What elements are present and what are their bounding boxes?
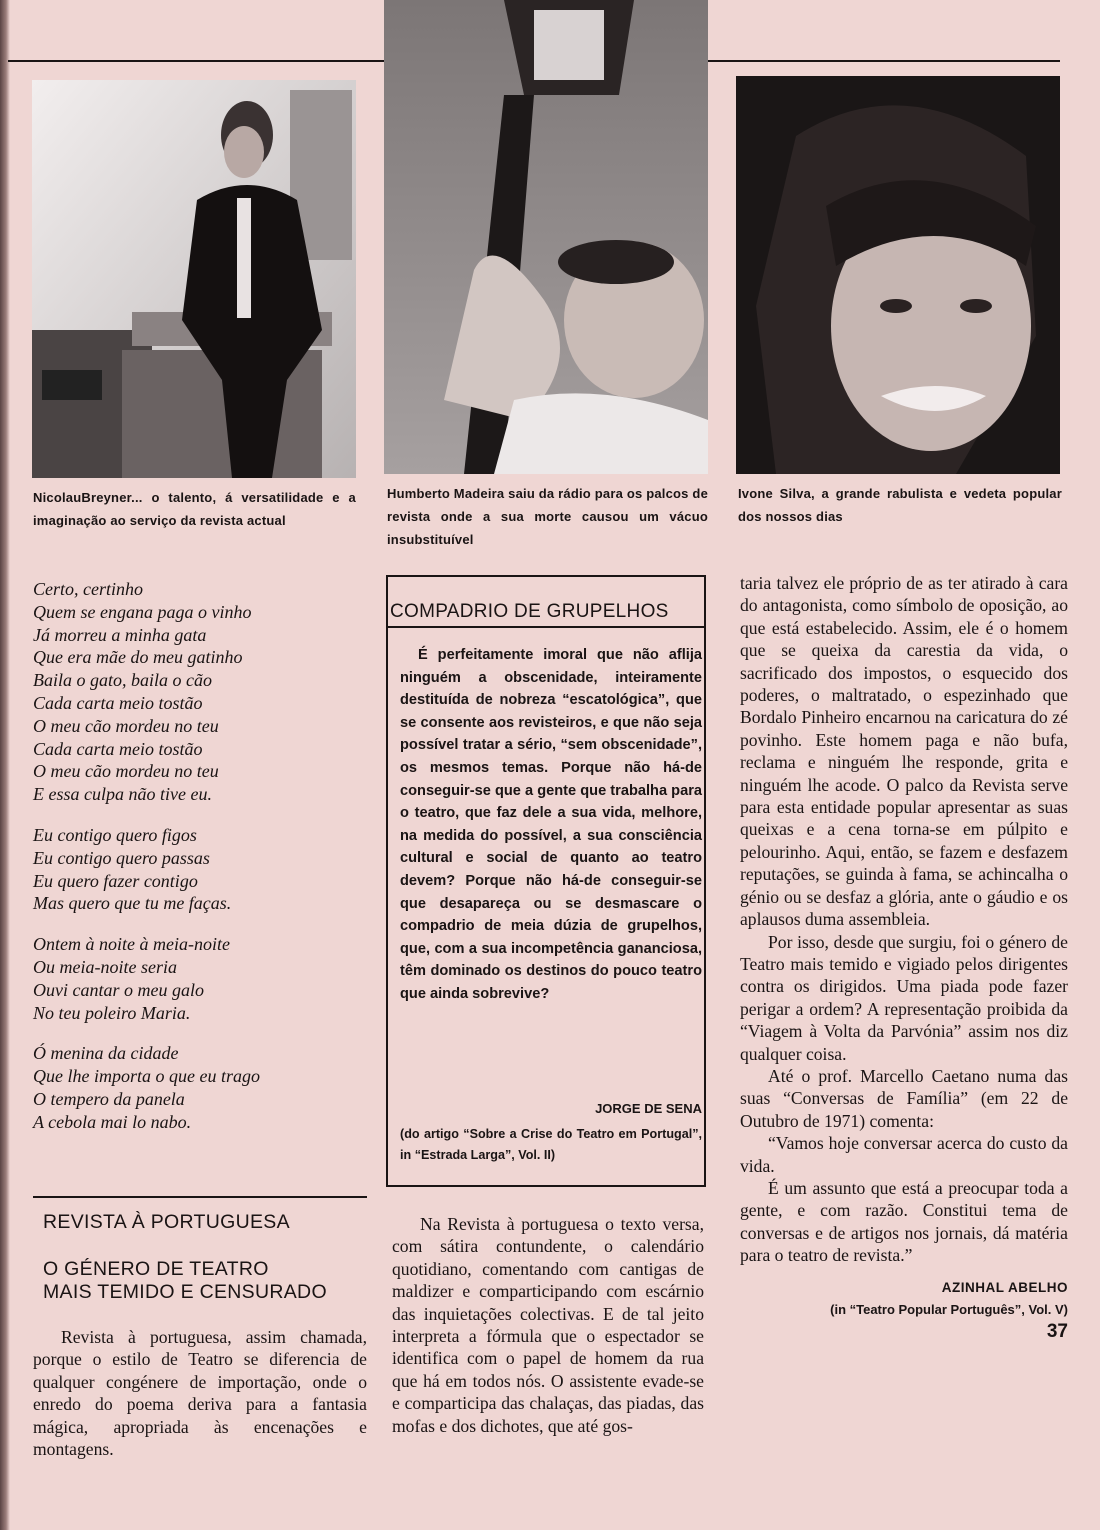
right-paragraph: É um assunto que está a preocupar toda a gente, e com razão. Constitui tema de conversas e de artigos nos jornais, dá matéria para o teatro de revista.” — [740, 1177, 1068, 1266]
poem-stanza — [33, 1042, 363, 1133]
section-rule — [33, 1196, 367, 1198]
poem-line: Eu contigo quero figos — [33, 824, 197, 845]
poem-line: O meu cão mordeu no teu — [33, 715, 219, 736]
section-subheading-line: O GÉNERO DE TEATRO — [43, 1258, 269, 1280]
caption-ivone-silva: Ivone Silva, a grande rabulista e vedeta popular dos nossos dias — [738, 486, 1062, 524]
middle-paragraph: Na Revista à portuguesa o texto versa, com sátira contundente, o calendário quotidiano, comentando com cantigas de maldizer e comparticipando com escárnio das inquietações colectivas. E de tal jeito interpreta a fórmula que o espectador se identifica com o papel de homem da rua que há em todos nós. O assistente evade-se e comparticipa das chalaças, das piadas, das mofas e dos dichotes, que até gos- — [392, 1214, 704, 1436]
right-column-text — [740, 572, 1068, 1347]
quote-box-paragraph: É perfeitamente imoral que não aflija ninguém a obscenidade, inteiramente destituída de nobreza “escatológica”, que se consente aos revisteiros, e que não seja possível tratar a sério, “sem obscenidade”, os mesmos temas. Porque não há-de conseguir-se que a gente que trabalha para o teatro, que faz dele a sua vida, melhore, na medida do possível, a sua consciência cultural e social de quanto ao teatro devem? Porque não há-de conseguir-se que desapareça ou se desmascare o compadrio de meia dúzia de grupelhos, que, com a sua incompetência gananciosa, têm dominado os destinos do pouco teatro que ainda sobrevive? — [400, 647, 702, 1002]
quote-box-text — [400, 644, 702, 1006]
poem-line: Cada carta meio tostão — [33, 692, 203, 713]
poem-line: A cebola mai lo nabo. — [33, 1111, 192, 1132]
poem-line: No teu poleiro Maria. — [33, 1002, 191, 1023]
right-paragraph: Por isso, desde que surgiu, foi o género de Teatro mais temido e vigiado pelos dirigentes contra os dirigidos. Uma piada pode fazer perigar a ordem? A representação proibida da “Viagem à Volta da Parvónia” assim nos diz qualquer coisa. — [740, 931, 1068, 1064]
poem-line: O meu cão mordeu no teu — [33, 761, 219, 782]
right-paragraph: taria talvez ele próprio de as ter atirado à cara do antagonista, como símbolo de oposição, ao que está estabelecido. Assim, ele é o homem que se queixa da carestia da vida, o sacrificado dos impostos, o esquecido dos poderes, o maltratado, o espezinhado que Bordalo Pinheiro encarnou na caricatura do zé povinho. Este homem paga e não bufa, reclama e ninguém lhe responde, grita e ninguém lhe acode. O palco da Revista serve para esta entidade popular apresentar as suas queixas e a cena torna-se em púlpito e pelourinho. Aqui, então, se fazem e desfazem reputações, se guinda à fama, se achincalha o génio ou se desfaz a glória, ante o gáudio e os aplausos duma assembleia. — [740, 573, 1068, 930]
caption-humberto-madeira: Humberto Madeira saiu da rádio para os palcos de revista onde a sua morte causou um vácuo insubstituível — [387, 486, 708, 547]
section-heading: REVISTA À PORTUGUESA — [43, 1211, 290, 1233]
intro-paragraph: Revista à portuguesa, assim chamada, porque o estilo de Teatro se diferencia de qualquer congénere de importação, onde o enredo do poema deriva para a fantasia mágica, apropriada às encenações e montagens. — [33, 1327, 367, 1460]
photo-ivone-silva — [736, 76, 1060, 474]
poem-line: Mas quero que tu me faças. — [33, 893, 232, 914]
page-spine — [0, 0, 10, 1530]
poem-line: Ou meia-noite seria — [33, 956, 177, 977]
poem-line: E essa culpa não tive eu. — [33, 784, 212, 805]
poem-line: Certo, certinho — [33, 579, 143, 599]
middle-column-text — [392, 1213, 704, 1437]
quote-box-title: COMPADRIO DE GRUPELHOS — [390, 601, 669, 622]
poem-line: Eu contigo quero passas — [33, 847, 210, 868]
poem-line: Baila o gato, baila o cão — [33, 670, 212, 691]
article-author: AZINHAL ABELHO — [941, 1279, 1068, 1295]
poem-line: Quem se engana paga o vinho — [33, 601, 252, 622]
caption-nicolau-breyner: NicolauBreyner... o talento, á versatilidade e a imaginação ao serviço da revista actual — [33, 490, 356, 528]
poem-stanza — [33, 578, 363, 806]
poem-line: Que era mãe do meu gatinho — [33, 647, 243, 668]
poem-line: Ouvi cantar o meu galo — [33, 979, 204, 1000]
poem-line: Que lhe importa o que eu trago — [33, 1066, 260, 1087]
photo-humberto-madeira — [384, 0, 708, 474]
poem-line: O tempero da panela — [33, 1088, 185, 1109]
photo-nicolau-breyner — [32, 80, 356, 478]
poem — [33, 578, 363, 1152]
poem-line: Ó menina da cidade — [33, 1043, 179, 1064]
page-number: 37 — [1046, 1320, 1068, 1342]
quote-box-author: JORGE DE SENA — [595, 1101, 702, 1116]
top-rule-right — [706, 60, 1060, 62]
poem-stanza — [33, 824, 363, 915]
section-intro — [33, 1326, 367, 1460]
quote-box-title-rule — [386, 626, 706, 628]
article-source: (in “Teatro Popular Português”, Vol. V) — [830, 1301, 1068, 1317]
right-paragraph: Até o prof. Marcello Caetano numa das suas “Conversas de Família” (em 22 de Outubro de 1971) comenta: — [740, 1065, 1068, 1131]
poem-line: Eu quero fazer contigo — [33, 870, 198, 891]
quote-box-source: (do artigo “Sobre a Crise do Teatro em Portugal”, in “Estrada Larga”, Vol. II) — [400, 1127, 702, 1162]
right-paragraph: “Vamos hoje conversar acerca do custo da vida. — [740, 1133, 1068, 1176]
poem-line: Já morreu a minha gata — [33, 624, 207, 645]
poem-stanza — [33, 933, 363, 1024]
poem-line: Ontem à noite à meia-noite — [33, 934, 230, 955]
top-rule-left — [8, 60, 388, 62]
section-subheading-line: MAIS TEMIDO E CENSURADO — [43, 1281, 327, 1303]
poem-line: Cada carta meio tostão — [33, 738, 203, 759]
